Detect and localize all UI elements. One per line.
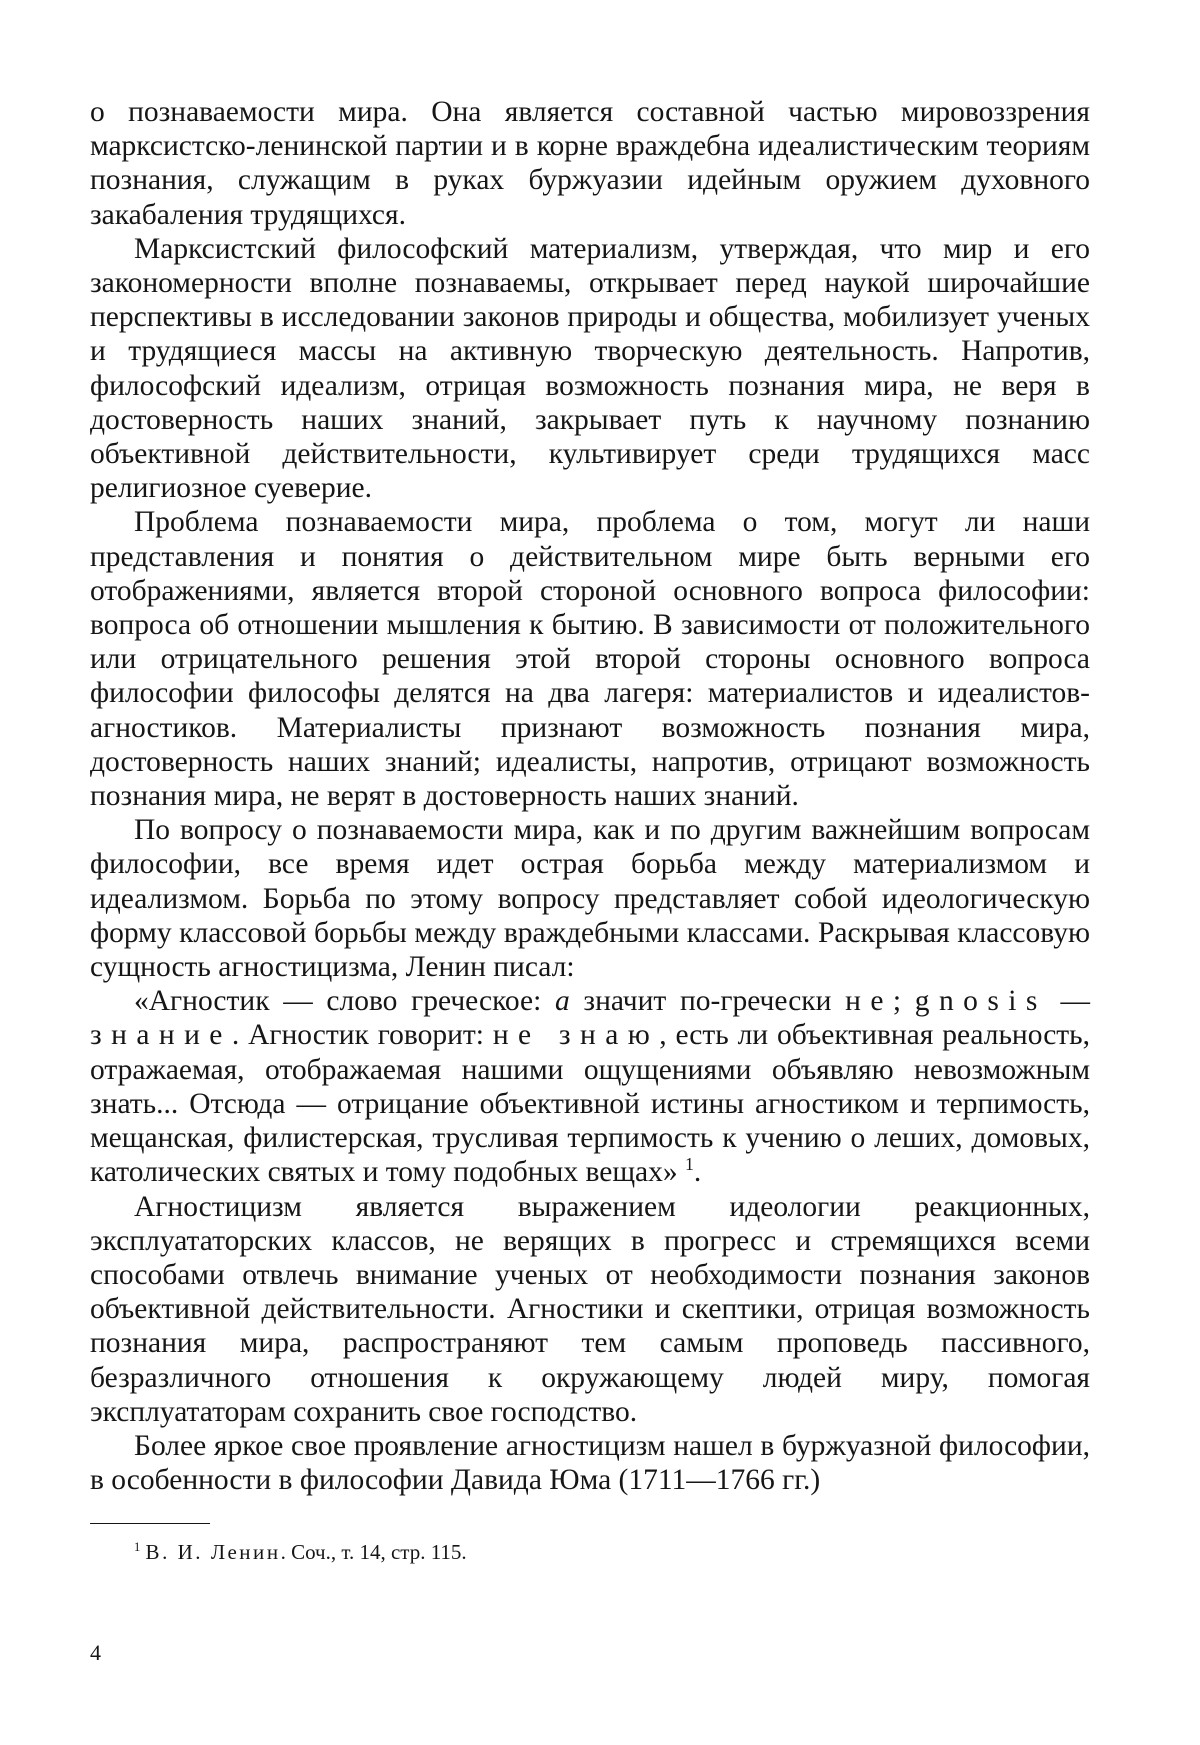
paragraph-2: Марксистский философский материализм, утверждая, что мир и его закономерности вполне познаваемы, открывает перед наукой широчайшие перспективы в исследовании законов природы и общества, мобилизует ученых и трудящиеся массы на активную творческую деятельность. Напротив, философский идеализм, отрицая возможность познания мира, не веря в достоверность наших знаний, закрывает путь к научному познанию объективной действительности, культивирует среди трудящихся масс религиозное суеверие.	[90, 232, 1090, 505]
footnote-divider	[90, 1523, 210, 1524]
footnote-author: В. И. Ленин	[145, 1540, 281, 1565]
quote-text: .	[693, 1156, 702, 1189]
page-number: 4	[90, 1640, 101, 1665]
footnote-reference[interactable]: 1	[685, 1154, 694, 1175]
quote-text: , есть ли объективная реальность, отражаемая, отображаемая нашими ощущениями объявляю невозможным знать... Отсюда — отрицание объективной истины агностиком и терпимость, мещанская, филистерская, трусливая терпимость к учению о леших, домовых, католических святых и тому подобных вещах»	[90, 1019, 1091, 1189]
quote-text: —	[1046, 985, 1090, 1018]
quote-text: значит по-гречески	[569, 985, 846, 1018]
footnote-mark: 1	[134, 1540, 141, 1555]
paragraph-4: По вопросу о познаваемости мира, как и по другим важнейшим вопросам философии, все время идет острая борьба между материализмом и идеализмом. Борьба по этому вопросу представляет собой идеологическую форму классовой борьбы между враждебными классами. Раскрывая классовую сущность агностицизма, Ленин писал:	[90, 814, 1090, 984]
paragraph-5: Агностицизм является выражением идеологии реакционных, эксплуататорских классов, не верящих в прогресс и стремящихся всеми способами отвлечь внимание ученых от необходимости познания законов объективной действительности. Агностики и скептики, отрицая возможность познания мира, распространяют тем самым проповедь пассивного, безразличного отношения к окружающему людей миру, помогая эксплуататорам сохранить свое господство.	[90, 1190, 1090, 1428]
quote-alpha: a	[555, 985, 570, 1018]
book-page	[90, 95, 1090, 1735]
quote-spaced-word: gnosis	[914, 985, 1047, 1018]
main-text	[90, 95, 1090, 1497]
footnote	[134, 1538, 1090, 1566]
footnote-source: . Соч., т. 14, стр. 115.	[280, 1540, 467, 1565]
quote-spaced-word: знание	[90, 1019, 232, 1052]
quote-spaced-word: не	[845, 985, 893, 1018]
quote-text: «Агностик — слово греческое:	[134, 985, 555, 1018]
paragraph-1: о познаваемости мира. Она является составной частью мировоззрения марксистско-ленинской партии и в корне враждебна идеалистическим теориям познания, служащим в руках буржуазии идейным оружием духовного закабаления трудящихся.	[90, 96, 1090, 231]
quote-spaced-word: не знаю	[492, 1019, 660, 1052]
paragraph-6: Более яркое свое проявление агностицизм нашел в буржуазной философии, в особенности в философии Давида Юма (1711—1766 гг.)	[90, 1429, 1090, 1497]
lenin-quote	[90, 984, 1090, 1189]
paragraph-3: Проблема познаваемости мира, проблема о том, могут ли наши представления и понятия о действительном мире быть верными его отображениями, является второй стороной основного вопроса философии: вопроса об отношении мышления к бытию. В зависимости от положительного или отрицательного решения этой второй стороны основного вопроса философии философы делятся на два лагеря: материалистов и идеалистов-агностиков. Материалисты признают возможность познания мира, достоверность наших знаний; идеалисты, напротив, отрицают возможность познания мира, не верят в достоверность наших знаний.	[90, 506, 1090, 813]
quote-text: . Агностик говорит:	[231, 1019, 493, 1052]
quote-text: ;	[892, 985, 915, 1018]
